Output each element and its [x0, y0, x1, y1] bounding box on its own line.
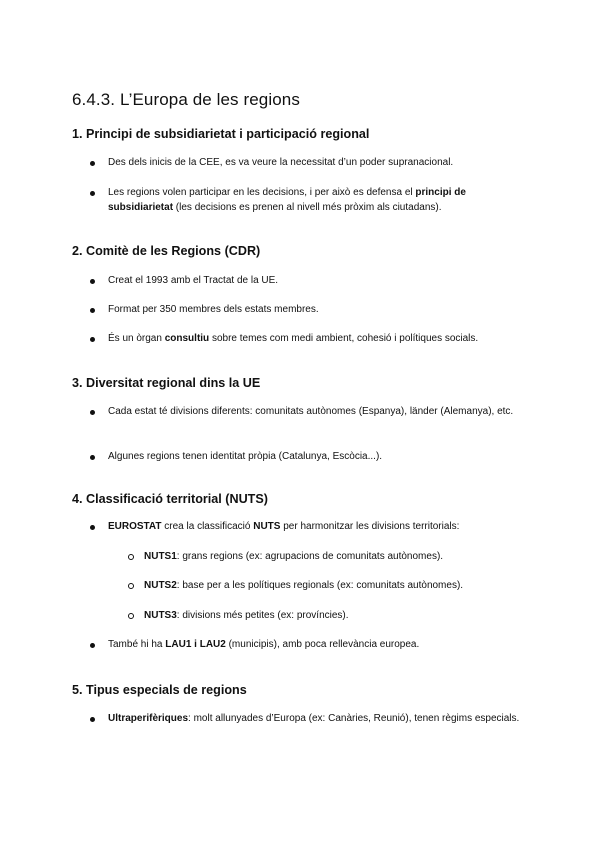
- sub-list-item: NUTS1: grans regions (ex: agrupacions de comunitats autònomes).: [144, 549, 534, 564]
- bullet-icon: [90, 717, 95, 722]
- bullet-icon: [90, 455, 95, 460]
- bullet-icon: [90, 161, 95, 166]
- list-item: Les regions volen participar en les decisions, i per això es defensa el principi de subsidiarietat (les decisions es prenen al nivell més pròxim als ciutadans).: [108, 185, 528, 215]
- bullet-icon: [90, 279, 95, 284]
- hollow-bullet-icon: [128, 554, 134, 560]
- list-item: Creat el 1993 amb el Tractat de la UE.: [108, 273, 528, 288]
- section-heading-3: 3. Diversitat regional dins la UE: [72, 376, 261, 390]
- hollow-bullet-icon: [128, 583, 134, 589]
- bullet-icon: [90, 410, 95, 415]
- sub-list-item: NUTS2: base per a les polítiques regionals (ex: comunitats autònomes).: [144, 578, 534, 593]
- bullet-icon: [90, 337, 95, 342]
- section-heading-2: 2. Comitè de les Regions (CDR): [72, 244, 261, 258]
- bullet-icon: [90, 525, 95, 530]
- list-item: També hi ha LAU1 i LAU2 (municipis), amb poca rellevància europea.: [108, 637, 528, 652]
- section-heading-1: 1. Principi de subsidiarietat i participació regional: [72, 127, 370, 141]
- page-title: 6.4.3. L’Europa de les regions: [72, 90, 300, 109]
- bullet-icon: [90, 643, 95, 648]
- list-item: Cada estat té divisions diferents: comunitats autònomes (Espanya), länder (Alemanya), etc.: [108, 404, 528, 419]
- list-item: Algunes regions tenen identitat pròpia (Catalunya, Escòcia...).: [108, 449, 528, 464]
- section-heading-4: 4. Classificació territorial (NUTS): [72, 492, 268, 506]
- list-item: Format per 350 membres dels estats membres.: [108, 302, 528, 317]
- list-item: Des dels inicis de la CEE, es va veure la necessitat d’un poder supranacional.: [108, 155, 528, 170]
- bullet-icon: [90, 191, 95, 196]
- bullet-icon: [90, 308, 95, 313]
- list-item: És un òrgan consultiu sobre temes com medi ambient, cohesió i polítiques socials.: [108, 331, 528, 346]
- list-item: Ultraperifèriques: molt allunyades d’Europa (ex: Canàries, Reunió), tenen règims especials.: [108, 711, 528, 726]
- list-item: EUROSTAT crea la classificació NUTS per harmonitzar les divisions territorials:: [108, 519, 528, 534]
- hollow-bullet-icon: [128, 613, 134, 619]
- section-heading-5: 5. Tipus especials de regions: [72, 683, 247, 697]
- sub-list-item: NUTS3: divisions més petites (ex: províncies).: [144, 608, 534, 623]
